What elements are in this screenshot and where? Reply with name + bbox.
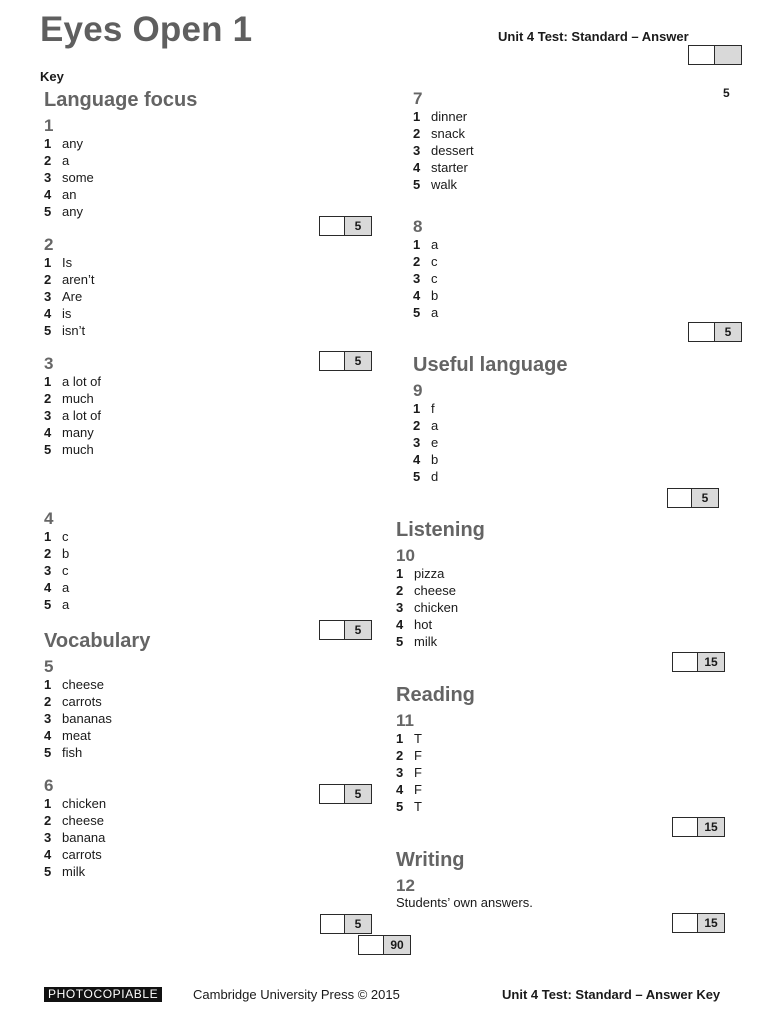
answer-list [396, 730, 422, 815]
answer-row: 1 a [413, 237, 439, 252]
question-number: 6 [44, 776, 54, 795]
answer-row: 4 is [44, 306, 72, 321]
brand-title: Eyes Open 1 [40, 10, 253, 49]
answer-row: 2 cheese [44, 813, 104, 828]
score-blank [673, 653, 698, 671]
answer-row: 5 milk [396, 634, 438, 649]
answer-row: 1 Is [44, 255, 73, 270]
score-total: 5 [345, 915, 371, 933]
photocopiable-badge: PHOTOCOPIABLE [44, 987, 162, 1002]
writing-answer-text: Students’ own answers. [396, 895, 533, 910]
answer-row: 1 a lot of [44, 374, 102, 389]
answer-row: 3 a lot of [44, 408, 102, 423]
answer-list [396, 565, 458, 650]
answer-list [44, 254, 95, 339]
answer-row: 5 milk [44, 864, 86, 879]
answer-row: 2 a [413, 418, 439, 433]
score-blank [320, 785, 345, 803]
score-blank [320, 352, 345, 370]
answer-row: 5 any [44, 204, 83, 219]
grand-total-box [358, 935, 411, 955]
score-box-q12 [672, 913, 725, 933]
question-number: 10 [396, 546, 415, 565]
answer-row: 1 dinner [413, 109, 468, 124]
footer-test-title: Unit 4 Test: Standard – Answer Key [502, 987, 721, 1002]
answer-row: 4 F [396, 782, 422, 797]
answer-row: 4 many [44, 425, 94, 440]
answer-row: 4 a [44, 580, 70, 595]
answer-row: 3 chicken [396, 600, 459, 615]
section-writing: Writing [396, 849, 465, 871]
answer-list [44, 795, 106, 880]
score-blank [673, 914, 698, 932]
section-useful-language: Useful language [413, 354, 568, 376]
score-total: 5 [715, 323, 741, 341]
answer-row: 2 cheese [396, 583, 456, 598]
answer-row: 3 dessert [413, 143, 474, 158]
answer-row: 4 b [413, 288, 439, 303]
score-box-q10 [672, 652, 725, 672]
answer-row: 2 snack [413, 126, 465, 141]
score-total: 5 [345, 785, 371, 803]
score-blank [321, 915, 345, 933]
answer-list [44, 135, 94, 220]
question-number: 8 [413, 217, 423, 236]
answer-row: 5 T [396, 799, 422, 814]
answer-list [44, 528, 69, 613]
publisher-copyright: Cambridge University Press © 2015 [193, 987, 400, 1002]
answer-list [413, 108, 474, 193]
score-total: 15 [698, 653, 724, 671]
score-box-q9 [667, 488, 719, 508]
score-total [715, 46, 741, 64]
answer-row: 5 a [44, 597, 70, 612]
question-number: 11 [396, 711, 414, 730]
answer-row: 3 c [413, 271, 438, 286]
question-number: 2 [44, 235, 54, 254]
answer-row: 2 much [44, 391, 94, 406]
top-score-value: 5 [723, 86, 730, 100]
score-blank [320, 217, 345, 235]
answer-row: 3 banana [44, 830, 106, 845]
answer-row: 2 F [396, 748, 422, 763]
answer-row: 4 carrots [44, 847, 102, 862]
answer-row: 1 pizza [396, 566, 445, 581]
answer-list [44, 676, 112, 761]
score-blank [673, 818, 698, 836]
score-blank [689, 46, 715, 64]
score-blank [668, 489, 692, 507]
answer-row: 2 b [44, 546, 70, 561]
question-number: 5 [44, 657, 54, 676]
score-box-q6 [320, 914, 372, 934]
answer-row: 4 hot [396, 617, 433, 632]
answer-row: 4 b [413, 452, 439, 467]
answer-row: 1 c [44, 529, 69, 544]
answer-row: 1 any [44, 136, 83, 151]
score-blank [359, 936, 384, 954]
answer-row: 5 much [44, 442, 94, 457]
answer-row: 2 c [413, 254, 438, 269]
question-number: 12 [396, 876, 415, 895]
grand-total: 90 [384, 936, 410, 954]
answer-list [413, 236, 438, 321]
question-number: 3 [44, 354, 54, 373]
answer-row: 4 meat [44, 728, 91, 743]
answer-row: 1 chicken [44, 796, 107, 811]
key-label: Key [40, 69, 64, 84]
answer-row: 4 starter [413, 160, 468, 175]
answer-row: 3 F [396, 765, 422, 780]
answer-row: 1 T [396, 731, 422, 746]
answer-row: 2 carrots [44, 694, 102, 709]
score-box-q11 [672, 817, 725, 837]
answer-list [413, 400, 438, 485]
answer-row: 3 some [44, 170, 94, 185]
question-number: 7 [413, 89, 423, 108]
score-total: 15 [698, 914, 724, 932]
score-total: 5 [345, 621, 371, 639]
score-total: 15 [698, 818, 724, 836]
section-language-focus: Language focus [44, 89, 198, 111]
top-score-box [688, 45, 742, 65]
answer-row: 5 walk [413, 177, 458, 192]
score-total: 5 [345, 352, 371, 370]
answer-list [44, 373, 101, 458]
section-listening: Listening [396, 519, 485, 541]
answer-row: 5 fish [44, 745, 83, 760]
score-box-q1 [319, 216, 372, 236]
score-total: 5 [692, 489, 718, 507]
score-box-q8 [688, 322, 742, 342]
score-box-q5 [319, 784, 372, 804]
score-blank [689, 323, 715, 341]
section-vocabulary: Vocabulary [44, 630, 151, 652]
score-total: 5 [345, 217, 371, 235]
answer-row: 3 e [413, 435, 439, 450]
answer-row: 2 aren’t [44, 272, 95, 287]
header-test-title: Unit 4 Test: Standard – Answer [498, 29, 689, 44]
answer-row: 5 d [413, 469, 439, 484]
answer-row: 5 a [413, 305, 439, 320]
answer-row: 5 isn’t [44, 323, 86, 338]
answer-row: 4 an [44, 187, 77, 202]
score-box-q4 [319, 620, 372, 640]
question-number: 1 [44, 116, 54, 135]
answer-row: 1 cheese [44, 677, 104, 692]
question-number: 9 [413, 381, 423, 400]
score-box-q2 [319, 351, 372, 371]
score-blank [320, 621, 345, 639]
section-reading: Reading [396, 684, 475, 706]
answer-row: 1 f [413, 401, 435, 416]
answer-row: 3 bananas [44, 711, 112, 726]
answer-row: 2 a [44, 153, 70, 168]
answer-row: 3 c [44, 563, 69, 578]
answer-row: 3 Are [44, 289, 83, 304]
question-number: 4 [44, 509, 54, 528]
